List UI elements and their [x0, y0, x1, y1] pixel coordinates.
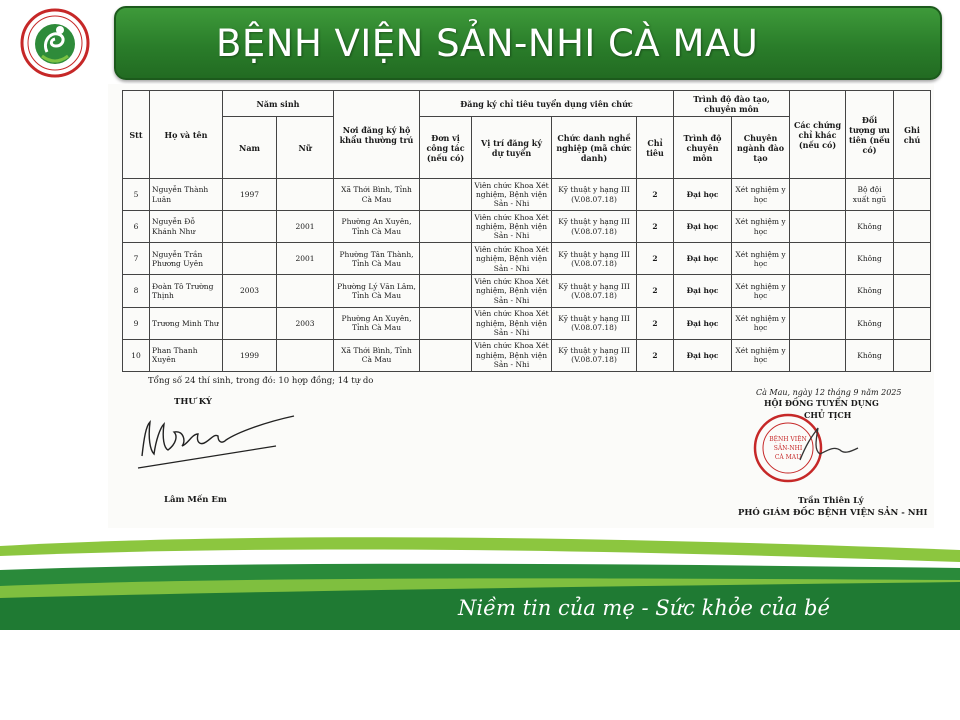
- cell-education: Đại học: [674, 179, 732, 211]
- cell-priority: Không: [846, 211, 894, 243]
- cell-education: Đại học: [674, 339, 732, 371]
- cell-title: Kỹ thuật y hạng III (V.08.07.18): [552, 179, 637, 211]
- table-row: [123, 307, 931, 339]
- cell-certificates: [790, 307, 846, 339]
- candidate-summary: Tổng số 24 thí sinh, trong đó: 10 hợp đồng; 14 tự do: [148, 376, 374, 386]
- header-certificates: Các chứng chỉ khác (nếu có): [790, 91, 846, 179]
- cell-major: Xét nghiệm y học: [732, 307, 790, 339]
- cell-notes: [894, 243, 931, 275]
- header-male: Nam: [223, 117, 277, 179]
- cell-male: [223, 211, 277, 243]
- cell-title: Kỹ thuật y hạng III (V.08.07.18): [552, 211, 637, 243]
- cell-education: Đại học: [674, 307, 732, 339]
- cell-position: Viên chức Khoa Xét nghiệm, Bệnh viện Sản - Nhi: [472, 275, 552, 307]
- cell-quota: 2: [637, 339, 674, 371]
- header-name: Họ và tên: [150, 91, 223, 179]
- secretary-signature: [126, 410, 316, 470]
- cell-notes: [894, 307, 931, 339]
- cell-unit: [420, 339, 472, 371]
- cell-quota: 2: [637, 243, 674, 275]
- cell-major: Xét nghiệm y học: [732, 339, 790, 371]
- director-name: Trần Thiên Lý: [798, 496, 864, 506]
- header-quota: Chỉ tiêu: [637, 117, 674, 179]
- cell-female: [277, 179, 334, 211]
- cell-unit: [420, 307, 472, 339]
- cell-major: Xét nghiệm y học: [732, 243, 790, 275]
- header-title: Chức danh nghề nghiệp (mã chức danh): [552, 117, 637, 179]
- svg-text:BỆNH VIỆN: BỆNH VIỆN: [769, 436, 807, 443]
- cell-unit: [420, 211, 472, 243]
- chair-title: CHỦ TỊCH: [804, 410, 852, 420]
- cell-unit: [420, 243, 472, 275]
- table-row: [123, 211, 931, 243]
- cell-education: Đại học: [674, 243, 732, 275]
- official-seal: [744, 410, 864, 484]
- cell-name: Nguyễn Thành Luân: [150, 179, 223, 211]
- cell-quota: 2: [637, 275, 674, 307]
- cell-stt: 5: [123, 179, 150, 211]
- header-education-group: Trình độ đào tạo, chuyên môn: [674, 91, 790, 117]
- header-registration: Đăng ký chỉ tiêu tuyển dụng viên chức: [420, 91, 674, 117]
- cell-quota: 2: [637, 307, 674, 339]
- cell-quota: 2: [637, 211, 674, 243]
- cell-certificates: [790, 179, 846, 211]
- cell-unit: [420, 179, 472, 211]
- header-stt: Stt: [123, 91, 150, 179]
- footer-slogan: Niềm tin của mẹ - Sức khỏe của bé: [458, 596, 830, 620]
- cell-major: Xét nghiệm y học: [732, 211, 790, 243]
- cell-certificates: [790, 243, 846, 275]
- cell-major: Xét nghiệm y học: [732, 179, 790, 211]
- cell-position: Viên chức Khoa Xét nghiệm, Bệnh viện Sản - Nhi: [472, 211, 552, 243]
- cell-stt: 8: [123, 275, 150, 307]
- cell-title: Kỹ thuật y hạng III (V.08.07.18): [552, 339, 637, 371]
- cell-priority: Bộ đội xuất ngũ: [846, 179, 894, 211]
- header-female: Nữ: [277, 117, 334, 179]
- svg-text:CÀ MAU: CÀ MAU: [774, 454, 802, 461]
- cell-female: [277, 275, 334, 307]
- cell-stt: 9: [123, 307, 150, 339]
- cell-female: [277, 339, 334, 371]
- table-row: [123, 243, 931, 275]
- secretary-name: Lâm Mến Em: [164, 495, 227, 505]
- header-priority: Đối tượng ưu tiên (nếu có): [846, 91, 894, 179]
- cell-name: Trương Minh Thư: [150, 307, 223, 339]
- cell-position: Viên chức Khoa Xét nghiệm, Bệnh viện Sản - Nhi: [472, 307, 552, 339]
- cell-title: Kỹ thuật y hạng III (V.08.07.18): [552, 307, 637, 339]
- cell-education: Đại học: [674, 211, 732, 243]
- cell-name: Phan Thanh Xuyên: [150, 339, 223, 371]
- council-title: HỘI ĐỒNG TUYỂN DỤNG: [764, 398, 879, 408]
- header-education-level: Trình độ chuyên môn: [674, 117, 732, 179]
- cell-position: Viên chức Khoa Xét nghiệm, Bệnh viện Sản - Nhi: [472, 243, 552, 275]
- cell-stt: 7: [123, 243, 150, 275]
- table-row: [123, 275, 931, 307]
- header-birth-year: Năm sinh: [223, 91, 334, 117]
- scanned-document: [108, 84, 934, 528]
- cell-position: Viên chức Khoa Xét nghiệm, Bệnh viện Sản - Nhi: [472, 179, 552, 211]
- cell-name: Nguyễn Trần Phương Uyên: [150, 243, 223, 275]
- cell-residence: Phường An Xuyên, Tỉnh Cà Mau: [334, 307, 420, 339]
- cell-title: Kỹ thuật y hạng III (V.08.07.18): [552, 275, 637, 307]
- cell-residence: Phường Lý Văn Lâm, Tỉnh Cà Mau: [334, 275, 420, 307]
- header-position: Vị trí đăng ký dự tuyển: [472, 117, 552, 179]
- cell-stt: 6: [123, 211, 150, 243]
- cell-priority: Không: [846, 275, 894, 307]
- cell-quota: 2: [637, 179, 674, 211]
- table-row: [123, 179, 931, 211]
- cell-notes: [894, 211, 931, 243]
- cell-position: Viên chức Khoa Xét nghiệm, Bệnh viện Sản - Nhi: [472, 339, 552, 371]
- cell-priority: Không: [846, 339, 894, 371]
- cell-title: Kỹ thuật y hạng III (V.08.07.18): [552, 243, 637, 275]
- hospital-logo: [20, 8, 90, 78]
- cell-residence: Xã Thới Bình, Tỉnh Cà Mau: [334, 179, 420, 211]
- cell-female: 2001: [277, 211, 334, 243]
- cell-certificates: [790, 211, 846, 243]
- cell-major: Xét nghiệm y học: [732, 275, 790, 307]
- page-title: BỆNH VIỆN SẢN-NHI CÀ MAU: [216, 22, 759, 65]
- cell-certificates: [790, 275, 846, 307]
- candidate-table: [122, 90, 931, 372]
- secretary-title: THƯ KÝ: [174, 397, 212, 407]
- cell-female: 2003: [277, 307, 334, 339]
- signing-date: Cà Mau, ngày 12 tháng 9 năm 2025: [756, 388, 902, 397]
- cell-notes: [894, 339, 931, 371]
- cell-residence: Phường Tân Thành, Tỉnh Cà Mau: [334, 243, 420, 275]
- table-row: [123, 339, 931, 371]
- cell-residence: Phường An Xuyên, Tỉnh Cà Mau: [334, 211, 420, 243]
- cell-notes: [894, 275, 931, 307]
- cell-priority: Không: [846, 307, 894, 339]
- cell-education: Đại học: [674, 275, 732, 307]
- cell-certificates: [790, 339, 846, 371]
- cell-female: 2001: [277, 243, 334, 275]
- cell-notes: [894, 179, 931, 211]
- header-unit: Đơn vị công tác (nếu có): [420, 117, 472, 179]
- cell-stt: 10: [123, 339, 150, 371]
- cell-name: Nguyễn Đỗ Khánh Như: [150, 211, 223, 243]
- header-residence: Nơi đăng ký hộ khẩu thường trú: [334, 91, 420, 179]
- cell-unit: [420, 275, 472, 307]
- cell-male: [223, 307, 277, 339]
- cell-male: 1997: [223, 179, 277, 211]
- cell-residence: Xã Thới Bình, Tỉnh Cà Mau: [334, 339, 420, 371]
- cell-male: 1999: [223, 339, 277, 371]
- cell-name: Đoàn Tô Trường Thịnh: [150, 275, 223, 307]
- header-notes: Ghi chú: [894, 91, 931, 179]
- cell-male: 2003: [223, 275, 277, 307]
- header-major: Chuyên ngành đào tạo: [732, 117, 790, 179]
- title-banner: [114, 6, 942, 80]
- cell-priority: Không: [846, 243, 894, 275]
- cell-male: [223, 243, 277, 275]
- svg-text:SẢN-NHI: SẢN-NHI: [773, 445, 803, 452]
- director-title: PHÓ GIÁM ĐỐC BỆNH VIỆN SẢN - NHI: [738, 508, 928, 518]
